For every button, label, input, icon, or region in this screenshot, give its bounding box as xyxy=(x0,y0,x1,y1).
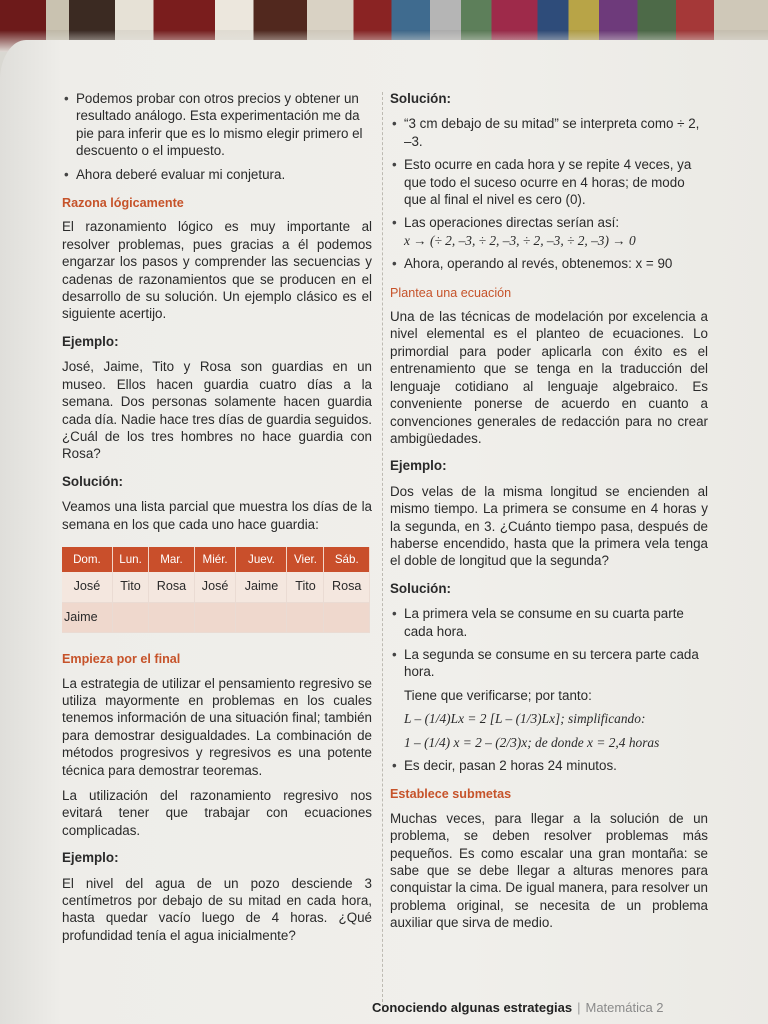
table-cell: José xyxy=(62,572,112,602)
example-label: Ejemplo: xyxy=(390,458,447,474)
column-divider xyxy=(382,92,383,1012)
paragraph-empieza-2: La utilización del razonamiento regresivo nos evitará tener que trabajar con ecuaciones complicadas. xyxy=(62,788,372,838)
table-header-cell: Lun. xyxy=(112,547,148,572)
equation-line-1: L – (1/4)Lx = 2 [L – (1/3)Lx]; simplificando: xyxy=(404,711,646,727)
paragraph-example-candles: Dos velas de la misma longitud se encienden al mismo tiempo. La primera se consume en 4 horas y la segunda, en 3. ¿Cuánto tiempo pasa, después de haberse encendido, hasta que la primera vela tenga el doble de longitud que la segunda? xyxy=(390,483,708,569)
equation-line-2: 1 – (1/4) x = 2 – (2/3)x; de donde x = 2,4 horas xyxy=(404,734,660,750)
list-item: • Es decir, pasan 2 horas 24 minutos. xyxy=(390,757,708,774)
solution-label: Solución: xyxy=(62,473,123,489)
guard-days-table xyxy=(62,547,370,633)
table-header-row xyxy=(62,547,370,572)
footer-separator: | xyxy=(577,1000,581,1015)
table-cell: Rosa xyxy=(324,572,370,602)
book-page xyxy=(0,40,768,1024)
section-title-razona: Razona lógicamente xyxy=(62,196,184,211)
solution-bullet-list xyxy=(390,115,708,272)
operations-line: x → (÷ 2, –3, ÷ 2, –3, ÷ 2, –3, ÷ 2, –3) → 0 xyxy=(404,232,636,248)
table-cell: Jaime xyxy=(62,602,112,632)
table-cell: Rosa xyxy=(149,572,194,602)
page-footer xyxy=(372,1000,664,1015)
example-label: Ejemplo: xyxy=(62,333,119,349)
list-item xyxy=(390,214,708,249)
table-cell xyxy=(324,602,370,632)
paragraph-razona: El razonamiento lógico es muy importante al resolver problemas, pues gracias a él podemos engarzar los pasos y comprender las secuencias y cadenas de razonamientos que se producen en el desarrollo de su solución. Un ejemplo clásico es el siguiente acertijo. xyxy=(62,219,372,322)
section-title-plantea: Plantea una ecuación xyxy=(390,285,512,300)
solution-label: Solución: xyxy=(390,91,451,106)
table-cell xyxy=(236,602,287,632)
candle-solution-bullet-list xyxy=(390,605,708,681)
list-item: • Ahora deberé evaluar mi conjetura. xyxy=(62,166,372,183)
list-item: • Esto ocurre en cada hora y se repite 4 veces, ya que todo el suceso ocurre en 4 horas; de modo que al final el nivel es cero (0). xyxy=(390,156,708,208)
table-header-cell: Sáb. xyxy=(324,547,370,572)
table-cell: Tito xyxy=(112,572,148,602)
table-header-cell: Mar. xyxy=(149,547,194,572)
paragraph-example-well: El nivel del agua de un pozo desciende 3 centímetros por debajo de su mitad en cada hora, hasta quedar vacío luego de 4 horas. ¿Qué profundidad tenía el agua inicialmente? xyxy=(62,875,372,943)
table-cell: José xyxy=(194,572,236,602)
section-title-establece: Establece submetas xyxy=(390,787,512,802)
footer-strategy-title: Conociendo algunas estrategias xyxy=(372,1000,573,1015)
list-item: • “3 cm debajo de su mitad” se interpreta como ÷ 2, –3. xyxy=(390,115,708,150)
footer-subject: Matemática 2 xyxy=(585,1000,664,1015)
list-item: • La primera vela se consume en su cuarta parte cada hora. xyxy=(390,605,708,640)
table-cell xyxy=(287,602,324,632)
list-item: • La segunda se consume en su tercera parte cada hora. xyxy=(390,646,708,681)
paragraph-establece: Muchas veces, para llegar a la solución de un problema, se deben resolver problemas más pequeños. Es como escalar una gran montaña: se sabe que se debe llegar a alturas menores para conquistar la cima. De igual manera, para resolver un problema original, se necesita de un problema auxiliar que sirva de medio. xyxy=(390,810,708,931)
list-item: • Ahora, operando al revés, obtenemos: x = 90 xyxy=(390,255,708,272)
table-cell: Tito xyxy=(287,572,324,602)
left-column xyxy=(62,90,372,952)
paragraph-example-guards: José, Jaime, Tito y Rosa son guardias en un museo. Ellos hacen guardia cuatro días a la semana. Dos personas solamente hacen guardia cada día. Nadie hace tres días de guardia seguidos. ¿Cuál de los tres hombres no hace guardia con Rosa? xyxy=(62,359,372,462)
paragraph-plantea: Una de las técnicas de modelación por excelencia a nivel elemental es el planteo de ecuaciones. Lo primordial para poder aplicarla con éxito es el entrenamiento que se tenga en la traducción del lenguaje cotidiano al lenguaje algebraico. Es conveniente ponerse de acuerdo en cuanto a convenciones generales de redacción para no crear ambigüedades. xyxy=(390,309,708,446)
table-header-cell: Dom. xyxy=(62,547,112,572)
solution-label: Solución: xyxy=(390,580,451,596)
list-item: • Podemos probar con otros precios y obtener un resultado análogo. Esta experimentación me da pie para inferir que es lo mismo elegir primero el descuento o el impuesto. xyxy=(62,90,372,160)
table-cell xyxy=(194,602,236,632)
table-row xyxy=(62,572,370,602)
list-item-text: Las operaciones directas serían así: xyxy=(404,215,620,231)
conclusion-bullet-list xyxy=(390,757,708,774)
verification-line: Tiene que verificarse; por tanto: xyxy=(404,687,592,703)
example-label: Ejemplo: xyxy=(62,850,119,866)
table-cell: Jaime xyxy=(236,572,287,602)
table-cell xyxy=(112,602,148,632)
right-column xyxy=(390,90,708,940)
intro-bullet-list xyxy=(62,90,372,183)
table-header-cell: Juev. xyxy=(236,547,287,572)
table-header-cell: Miér. xyxy=(194,547,236,572)
paragraph-solution-list: Veamos una lista parcial que muestra los días de la semana en los que cada uno hace guardia: xyxy=(62,499,372,532)
table-header-cell: Vier. xyxy=(287,547,324,572)
section-title-empieza: Empieza por el final xyxy=(62,652,181,667)
table-cell xyxy=(149,602,194,632)
paragraph-empieza-1: La estrategia de utilizar el pensamiento regresivo se utiliza mayormente en problemas en los cuales tenemos información de una situación final; también para demostrar desigualdades. La combinación de métodos progresivos y regresivos es una potente técnica para demostrar teoremas. xyxy=(62,675,372,778)
table-row xyxy=(62,602,370,632)
